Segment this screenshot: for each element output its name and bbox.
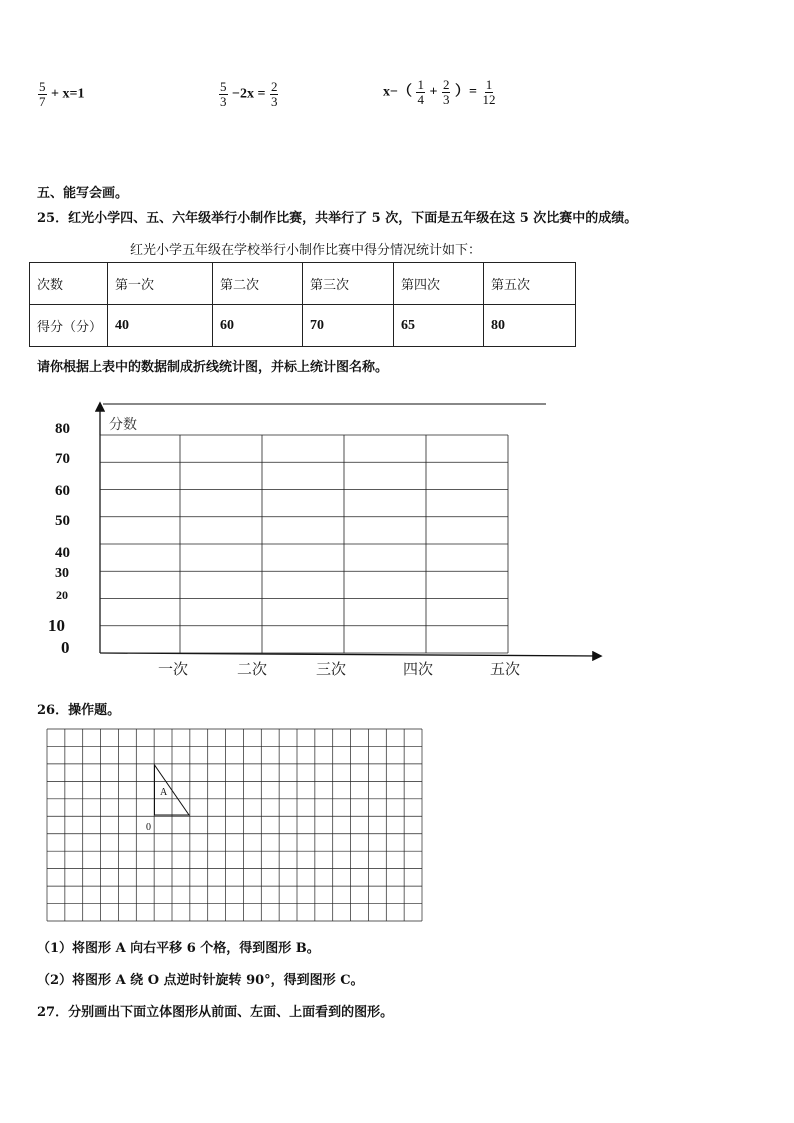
fraction: $\frac{2}{3}$: [442, 77, 450, 107]
y-axis-label: 分数: [109, 417, 137, 433]
table-header-row: [30, 263, 576, 305]
fraction: $\frac{1}{4}$: [417, 77, 424, 107]
table-cell: 40: [108, 305, 213, 347]
equation-2: [218, 80, 279, 109]
fraction: $\frac{2}{3}$: [270, 79, 278, 109]
table-cell: 第三次: [303, 263, 394, 305]
fraction: $\frac{1}{12}$: [482, 77, 496, 107]
square-grid: [47, 729, 422, 921]
fraction: $\frac{5}{3}$: [220, 79, 227, 109]
y-tick-label: 30: [55, 566, 69, 581]
table-cell: 80: [484, 305, 576, 347]
question-26-title: 26．操作题。: [37, 703, 121, 718]
equation-text: +: [429, 84, 438, 100]
y-tick-label: 80: [55, 421, 70, 437]
table-cell: 次数: [30, 263, 108, 305]
equation-3: [383, 78, 497, 107]
point-label-o: 0: [146, 822, 151, 833]
blank-line-chart: [0, 390, 794, 690]
x-tick-label: 一次: [158, 660, 189, 678]
x-tick-label: 三次: [316, 660, 347, 678]
section-heading: 五、能写会画。: [37, 186, 129, 201]
question-27: 27．分别画出下面立体图形从前面、左面、上面看到的图形。: [37, 1005, 394, 1020]
table-cell: 65: [394, 305, 484, 347]
equation-text: −2x =: [232, 86, 266, 102]
x-tick-label: 五次: [490, 660, 521, 678]
table-row: [30, 305, 576, 347]
y-tick-label: 60: [55, 483, 70, 499]
x-tick-label: 二次: [237, 660, 268, 678]
chart-instruction: 请你根据上表中的数据制成折线统计图，并标上统计图名称。: [37, 360, 389, 375]
table-cell: 第五次: [484, 263, 576, 305]
equation-text: x−（: [383, 84, 412, 100]
table-cell: 70: [303, 305, 394, 347]
x-tick-label: 四次: [403, 660, 434, 678]
table-cell: 第二次: [213, 263, 303, 305]
question-26-step-2: （2）将图形 A 绕 O 点逆时针旋转 90°，得到图形 C。: [37, 973, 364, 988]
table-cell: 第四次: [394, 263, 484, 305]
equation-text: + x=1: [51, 86, 85, 102]
y-tick-label: 0: [61, 638, 70, 657]
equation-1: [37, 80, 84, 109]
score-table: [29, 262, 576, 347]
question-26-step-1: （1）将图形 A 向右平移 6 个格，得到图形 B。: [37, 941, 320, 956]
table-cell: 60: [213, 305, 303, 347]
y-tick-label: 50: [55, 513, 70, 529]
question-25: 25．红光小学四、五、六年级举行小制作比赛，共举行了 5 次，下面是五年级在这 5 次比赛中的成绩。: [37, 211, 638, 226]
chart-grid: [100, 435, 508, 653]
y-tick-label: 40: [55, 545, 70, 561]
y-tick-label: 10: [48, 616, 65, 635]
table-cell: 得分（分）: [30, 305, 108, 347]
table-cell: 第一次: [108, 263, 213, 305]
x-axis: [100, 653, 600, 656]
fraction: $\frac{5}{7}$: [39, 79, 46, 109]
y-tick-label: 70: [55, 451, 70, 467]
table-title: 红光小学五年级在学校举行小制作比赛中得分情况统计如下：: [130, 243, 482, 258]
shape-label-a: A: [160, 787, 168, 798]
y-tick-label: 20: [56, 588, 68, 602]
square-grid-figure: [46, 728, 426, 924]
equation-text: ）=: [454, 84, 477, 100]
